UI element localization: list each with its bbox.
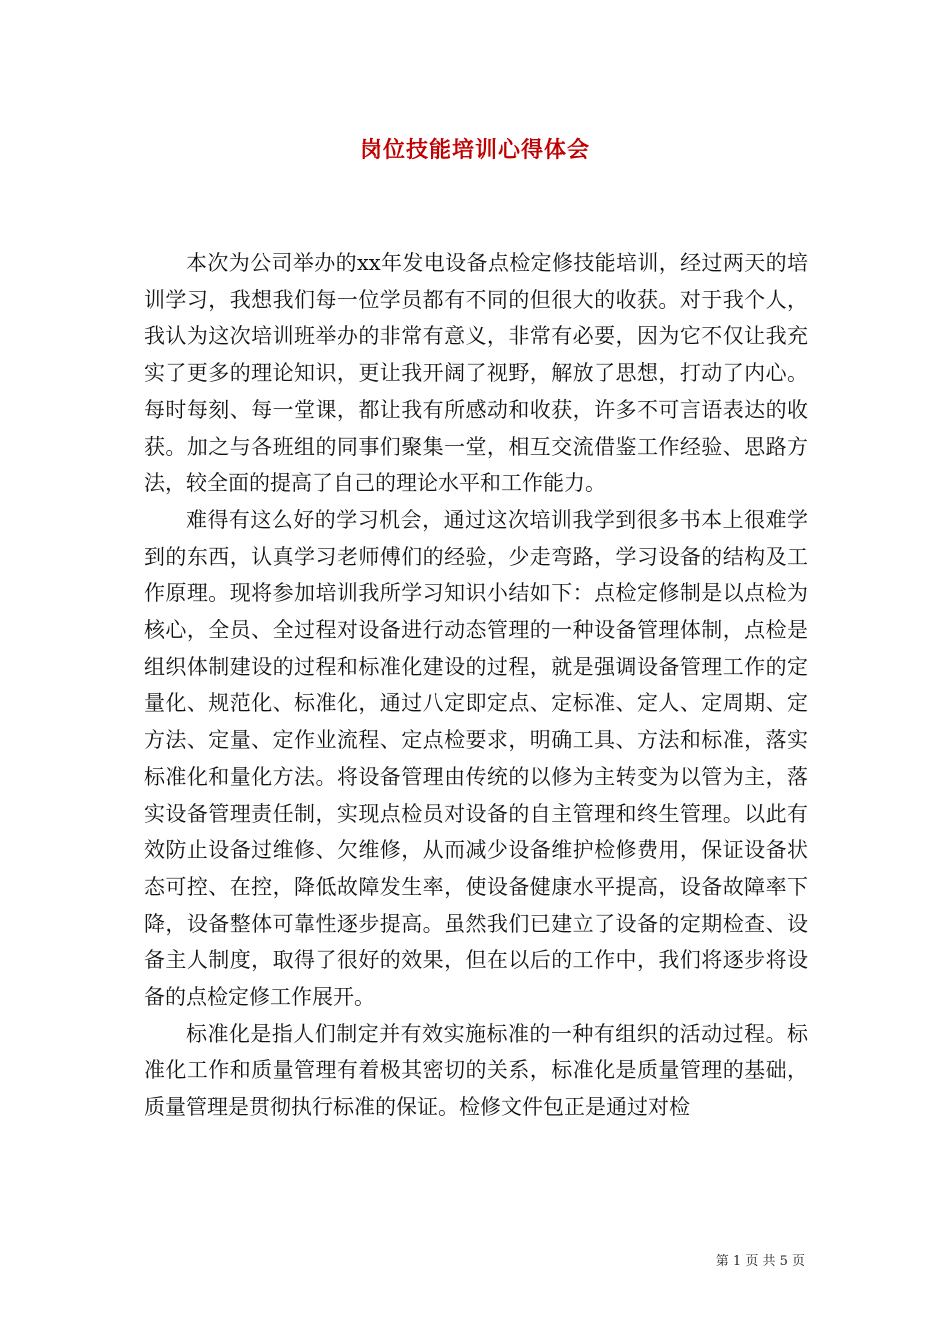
document-title: 岗位技能培训心得体会 [359,137,590,163]
paragraph-2: 难得有这么好的学习机会，通过这次培训我学到很多书本上很难学到的东西，认真学习老师傅们的经验，少走弯路，学习设备的结构及工作原理。现将参加培训我所学习知识小结如下：点检定修制是以点检为核心，全员、全过程对设备进行动态管理的一种设备管理体制，点检是组织体制建设的过程和标准化建设的过程，就是强调设备管理工作的定量化、规范化、标准化，通过八定即定点、定标准、定人、定周期、定方法、定量、定作业流程、定点检要求，明确工具、方法和标准，落实标准化和量化方法。将设备管理由传统的以修为主转变为以管为主，落实设备管理责任制，实现点检员对设备的自主管理和终生管理。以此有效防止设备过维修、欠维修，从而减少设备维护检修费用，保证设备状态可控、在控，降低故障发生率，使设备健康水平提高，设备故障率下降，设备整体可靠性逐步提高。虽然我们已建立了设备的定期检查、设备主人制度，取得了很好的效果，但在以后的工作中，我们将逐步将设备的点检定修工作展开。 [144,507,808,1010]
paragraph-3: 标准化是指人们制定并有效实施标准的一种有组织的活动过程。标准化工作和质量管理有着极其密切的关系，标准化是质量管理的基础，质量管理是贯彻执行标准的保证。检修文件包正是通过对检 [144,1021,808,1120]
document-body [144,245,808,1126]
paragraph-1: 本次为公司举办的xx年发电设备点检定修技能培训，经过两天的培训学习，我想我们每一位学员都有不同的但很大的收获。对于我个人，我认为这次培训班举办的非常有意义，非常有必要，因为它不仅让我充实了更多的理论知识，更让我开阔了视野，解放了思想，打动了内心。每时每刻、每一堂课，都让我有所感动和收获，许多不可言语表达的收获。加之与各班组的同事们聚集一堂，相互交流借鉴工作经验、思路方法，较全面的提高了自己的理论水平和工作能力。 [144,251,808,496]
page-number-footer: 第 1 页 共 5 页 [715,1254,805,1269]
